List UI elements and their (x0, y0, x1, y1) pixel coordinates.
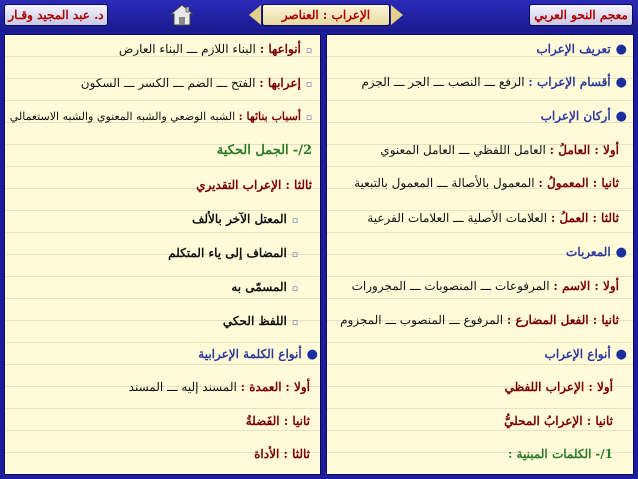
header-bar (0, 0, 638, 32)
list-item: ●المعربات (566, 245, 627, 260)
arrow-left-icon (249, 5, 261, 25)
square-bullet-icon: ▫ (291, 216, 298, 226)
square-bullet-icon: ▫ (305, 46, 312, 56)
bullet-dot-icon: ● (615, 109, 627, 124)
square-bullet-icon: ▫ (291, 250, 298, 260)
list-item: ثالثا : الأداة (254, 447, 310, 461)
bullet-dot-icon: ● (615, 245, 627, 260)
square-bullet-icon: ▫ (291, 284, 298, 294)
list-item: أولا : العمدة : المسند إليه ـــ المسند (128, 380, 310, 394)
arrow-right-icon (391, 5, 403, 25)
list-item: ▫أنواعها : البناء اللازم ـــ البناء العارض (118, 42, 312, 56)
list-item: ▫المعتل الآخر بالألف (191, 212, 298, 226)
author-label: د. عبد المجيد وقـار (4, 4, 108, 26)
list-item: ●أنواع الكلمة الإعرابية (198, 347, 318, 362)
list-item: ▫المضاف إلى ياء المتكلم (168, 246, 298, 260)
right-panel (326, 34, 634, 475)
site-title: معجم النحو العربي (529, 4, 633, 26)
list-item: ثانيا : الفعل المضارع : المرفوع ـــ المنصوب ـــ المجزوم (340, 313, 619, 327)
list-item: أولا : الإعراب اللفظي (504, 380, 613, 394)
list-item: ثالثا : العملُ : العلامات الأصلية ـــ العلامات الفرعية (367, 211, 619, 225)
list-item: ▫إعرابها : الفتح ـــ الضم ـــ الكسر ـــ السكون (80, 76, 312, 90)
home-icon[interactable] (170, 4, 194, 26)
list-item: ثالثا : الإعراب التقديري (196, 178, 312, 192)
bullet-dot-icon: ● (306, 347, 318, 362)
bullet-dot-icon: ● (615, 42, 627, 57)
list-item: ●أنواع الإعراب (544, 347, 627, 362)
bullet-dot-icon: ● (615, 347, 627, 362)
list-item: ثانيا : المعمولُ : المعمول بالأصالة ـــ المعمول بالتبعية (354, 176, 619, 190)
list-item: 1/- الكلمات المبنية : (507, 447, 613, 461)
list-item: ▫أسباب بنائها : الشبه الوضعي والشبه المعنوي والشبه الاستعمالي (9, 110, 312, 123)
list-item: ●تعريف الإعراب (536, 42, 627, 57)
list-item: ●أقسام الإعراب : الرفع ـــ النصب ـــ الجر ـــ الجزم (361, 75, 627, 90)
list-item: ▫المسمّى به (231, 280, 298, 294)
list-item: ▫اللفظ الحكي (222, 314, 298, 328)
square-bullet-icon: ▫ (305, 80, 312, 90)
list-item: أولا : العاملُ : العامل اللفظي ـــ العامل المعنوي (380, 143, 619, 157)
list-item: ثانيا : الفَضلةُ (245, 414, 310, 428)
list-item: ●أركان الإعراب (540, 109, 627, 124)
left-panel (4, 34, 321, 475)
bullet-dot-icon: ● (615, 75, 627, 90)
list-item: ثانيا : الإعرابُ المحليُّ (504, 414, 613, 428)
square-bullet-icon: ▫ (305, 113, 312, 123)
square-bullet-icon: ▫ (291, 318, 298, 328)
list-item: 2/- الجمل الحكية (216, 143, 312, 158)
list-item: أولا : الاسم : المرفوعات ـــ المنصوبات ـــ المجرورات (351, 279, 619, 293)
page-title: الإعراب : العناصر (262, 4, 390, 26)
